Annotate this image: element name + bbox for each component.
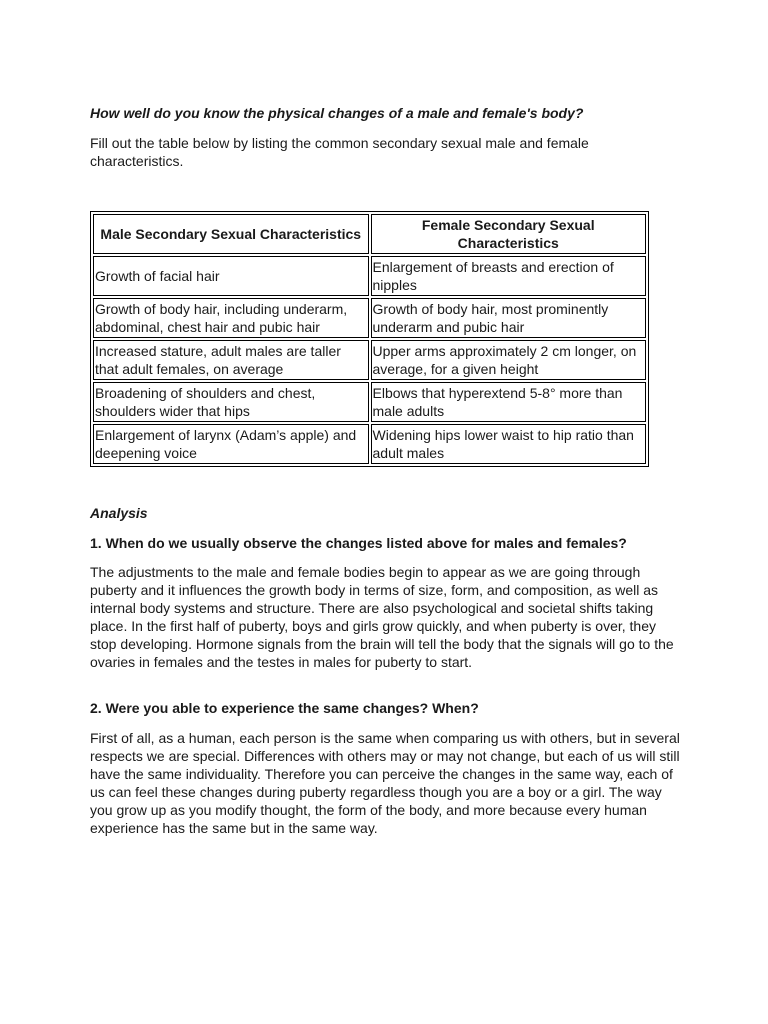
characteristics-table xyxy=(90,211,649,467)
answer-1: The adjustments to the male and female bodies begin to appear as we are going through puberty and it influences the growth body in terms of size, form, and composition, as well as internal body systems and structure. There are also psychological and societal shifts taking place. In the first half of puberty, boys and girls grow quickly, and when puberty is over, they stop developing. Hormone signals from the brain will tell the body that the signals will go to the ovaries in females and the testes in males for puberty to start. xyxy=(90,564,674,670)
female-cell: Growth of body hair, most prominently underarm and pubic hair xyxy=(371,298,647,338)
instructions-text: Fill out the table below by listing the common secondary sexual male and female characteristics. xyxy=(90,135,589,169)
question-1: 1. When do we usually observe the changes listed above for males and females? xyxy=(90,535,627,551)
male-cell: Increased stature, adult males are taller that adult females, on average xyxy=(93,340,369,380)
table-row xyxy=(93,424,646,464)
male-column-header: Male Secondary Sexual Characteristics xyxy=(93,214,369,254)
female-column-header: Female Secondary Sexual Characteristics xyxy=(371,214,647,254)
table-row xyxy=(93,382,646,422)
answer-2: First of all, as a human, each person is the same when comparing us with others, but in several respects we are special. Differences with others may or may not change, but each of us will still have the same individuality. Therefore you can perceive the changes in the same way, each of us can feel these changes during puberty regardless though you are a boy or a girl. The way you grow up as you modify thought, the form of the body, and more because every human experience has the same but in the same way. xyxy=(90,730,680,836)
question-2: 2. Were you able to experience the same changes? When? xyxy=(90,700,479,716)
female-cell: Upper arms approximately 2 cm longer, on average, for a given height xyxy=(371,340,647,380)
table-row xyxy=(93,256,646,296)
male-cell: Enlargement of larynx (Adam’s apple) and deepening voice xyxy=(93,424,369,464)
analysis-heading: Analysis xyxy=(90,505,148,521)
female-cell: Widening hips lower waist to hip ratio than adult males xyxy=(371,424,647,464)
female-cell: Elbows that hyperextend 5-8° more than male adults xyxy=(371,382,647,422)
male-cell: Growth of body hair, including underarm, abdominal, chest hair and pubic hair xyxy=(93,298,369,338)
female-cell: Enlargement of breasts and erection of nipples xyxy=(371,256,647,296)
worksheet-heading: How well do you know the physical changes of a male and female's body? xyxy=(90,105,584,121)
table-row xyxy=(93,298,646,338)
table-header-row xyxy=(93,214,646,254)
table-row xyxy=(93,340,646,380)
male-cell: Broadening of shoulders and chest, shoulders wider that hips xyxy=(93,382,369,422)
male-cell: Growth of facial hair xyxy=(93,256,369,296)
